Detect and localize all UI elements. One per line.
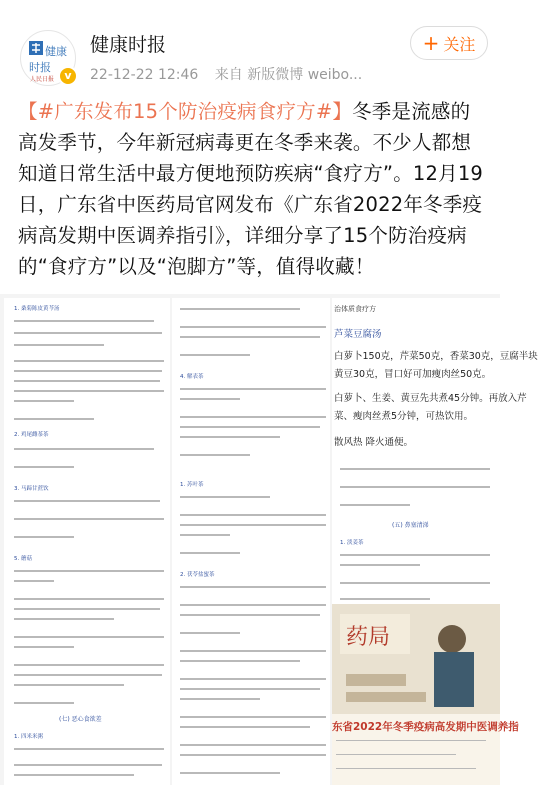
doc-text-line [14, 570, 164, 572]
doc-text-line [14, 518, 164, 520]
svg-text:健康: 健康 [45, 45, 67, 58]
doc-text-line [180, 524, 326, 526]
doc-text-line [180, 552, 240, 554]
doc-text-line [180, 326, 326, 328]
doc-text-line [14, 646, 74, 648]
doc-text-line [180, 744, 326, 746]
doc-text-line [14, 684, 124, 686]
doc-text-line [14, 598, 164, 600]
doc-text-line [180, 772, 280, 774]
doc-text-line [14, 320, 154, 322]
doc-heading: 2. 茯苓盐蜜茶 [180, 572, 215, 578]
doc-text-line [14, 332, 162, 334]
author-name[interactable]: 健康时报 [90, 34, 167, 56]
doc-recipe-title: 芦菜豆腐汤 [334, 329, 382, 340]
illustration-image [332, 604, 500, 714]
doc-line: 白萝卜150克，芹菜50克，香菜30克，豆腐半块 [334, 351, 538, 362]
doc-heading: 3. 马蹄甘蔗饮 [14, 486, 49, 492]
doc-text-line [14, 774, 134, 776]
doc-text-line [340, 564, 420, 566]
ad-title: 东省2022年冬季疫病高发期中医调养指 [332, 721, 519, 733]
doc-text-line [14, 674, 162, 676]
post-source: 来自 新版微博 weibo... [214, 67, 363, 83]
doc-text-line [180, 514, 326, 516]
doc-text-line [180, 754, 326, 756]
doc-text-line [336, 754, 456, 755]
doc-text-line [180, 388, 326, 390]
doc-text-line [180, 604, 326, 606]
follow-label: 关注 [443, 34, 476, 54]
doc-text-line [14, 764, 162, 766]
doc-text-line [14, 618, 114, 620]
doc-text-line [180, 308, 300, 310]
doc-text-line [340, 554, 490, 556]
doc-line: 菜、瘦肉丝煮5分钟，可热饮用。 [334, 411, 474, 422]
doc-text-line [180, 698, 260, 700]
doc-text-line [14, 370, 162, 372]
svg-text:人民日报: 人民日报 [30, 76, 55, 83]
doc-heading: 治体质食疗方 [334, 305, 376, 313]
post-body: 冬季是流感的高发季节，今年新冠病毒更在冬季来袭。不少人都想知道日常生活中最方便地预防疾病“食疗方”。12月19日，广东省中医药局官网发布《广东省2022年冬季疫病高发期中医调养指引》，详细分享了15个防治疫病的“食疗方”以及“泡脚方”等，值得收藏！ [18, 100, 484, 278]
doc-text-line [180, 678, 326, 680]
doc-section: (五) 鼻塞清涕 [392, 522, 429, 529]
document-page-1 [4, 298, 170, 785]
doc-text-line [14, 344, 104, 346]
doc-text-line [180, 650, 326, 652]
doc-text-line [14, 664, 164, 666]
doc-text-line [14, 608, 160, 610]
doc-text-line [14, 380, 160, 382]
doc-text-line [14, 466, 74, 468]
doc-heading: 5. 蘑菇 [14, 556, 32, 562]
doc-text-line [180, 586, 326, 588]
inline-image-ad[interactable] [332, 604, 519, 785]
post-date: 22-12-22 12:46 [90, 67, 199, 83]
doc-text-line [336, 768, 476, 769]
doc-heading: 2. 鸡尾雌茶茶 [14, 432, 49, 438]
doc-text-line [14, 580, 54, 582]
hashtag-link[interactable]: 【#广东发布15个防治疫病食疗方#】 [18, 100, 353, 123]
doc-text-line [180, 688, 320, 690]
doc-text-line [180, 496, 270, 498]
doc-text-line [336, 740, 486, 741]
svg-text:时报: 时报 [29, 61, 51, 74]
doc-text-line [14, 636, 164, 638]
doc-text-line [180, 416, 326, 418]
document-page-2 [172, 298, 330, 785]
doc-text-line [14, 702, 74, 704]
doc-text-line [180, 632, 240, 634]
doc-heading: 1. 四米米粥 [14, 734, 43, 740]
post-text [18, 96, 484, 282]
doc-text-line [180, 398, 240, 400]
doc-heading: 4. 解表茶 [180, 374, 204, 380]
doc-text-line [340, 468, 490, 470]
doc-text-line [14, 360, 164, 362]
doc-text-line [180, 726, 310, 728]
follow-button[interactable] [410, 26, 488, 60]
doc-text-line [180, 436, 280, 438]
doc-text-line [14, 500, 160, 502]
plus-icon: + [422, 31, 440, 55]
doc-text-line [180, 354, 250, 356]
doc-section: (七) 恶心食欲差 [59, 716, 102, 723]
doc-text-line [340, 486, 490, 488]
doc-text-line [14, 448, 154, 450]
post-header [0, 0, 500, 100]
doc-text-line [14, 418, 94, 420]
doc-text-line [180, 336, 320, 338]
doc-line: 散风热 降火通便。 [334, 437, 414, 448]
doc-text-line [340, 582, 490, 584]
doc-text-line [180, 534, 230, 536]
doc-heading: 1. 桑菊陈皮黄芩汤 [14, 306, 60, 312]
doc-text-line [180, 660, 300, 662]
post-meta [90, 64, 374, 84]
svg-text:药局: 药局 [346, 625, 391, 650]
doc-heading: 1. 苏叶茶 [180, 482, 204, 488]
doc-text-line [14, 536, 74, 538]
doc-text-line [14, 390, 164, 392]
doc-text-line [180, 426, 320, 428]
doc-text-line [340, 598, 430, 600]
doc-line: 黄豆30克，冒口好可加瘦肉丝50克。 [334, 369, 492, 380]
document-page-3 [332, 298, 538, 628]
doc-text-line [180, 716, 326, 718]
doc-heading: 1. 淡姜茶 [340, 540, 364, 546]
verified-badge-icon: v [58, 66, 78, 86]
doc-line: 白萝卜、生姜、黄豆先共煮45分钟。再放入芹 [334, 393, 527, 404]
doc-text-line [180, 454, 250, 456]
doc-text-line [14, 400, 74, 402]
doc-text-line [340, 504, 410, 506]
doc-text-line [180, 614, 320, 616]
doc-text-line [14, 748, 164, 750]
